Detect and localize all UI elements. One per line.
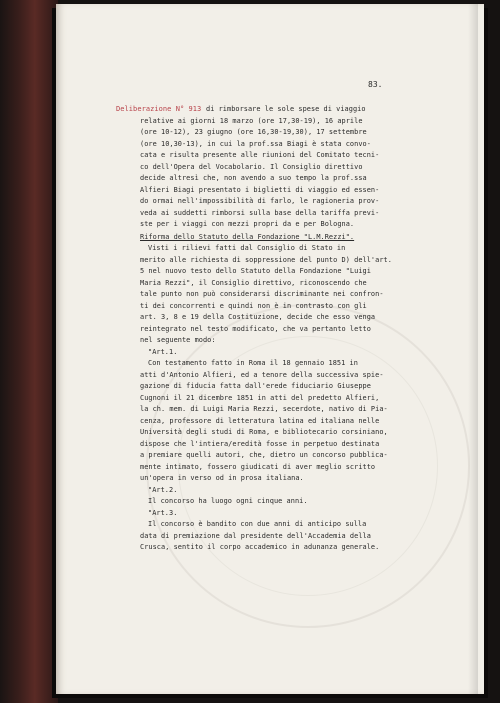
- article-line: dispose che l'intiera/eredità fosse in perpetuo destinata: [140, 439, 380, 448]
- article-line: mente intimato, fossero giudicati di aver meglio scritto: [140, 462, 376, 471]
- reform-line: nel seguente modo:: [140, 336, 216, 344]
- page-edge-shade: [468, 4, 478, 694]
- article-line: cenza, professore di letteratura latina ed italiana nelle: [140, 416, 380, 425]
- article-line: data di premiazione dal presidente dell'Accademia della: [140, 531, 371, 540]
- article-line: Il concorso ha luogo ogni cinque anni.: [148, 497, 308, 505]
- article-line: Con testamento fatto in Roma il 18 gennaio 1851 in: [148, 359, 358, 367]
- reform-line: Visti i rilievi fatti dal Consiglio di Stato in: [148, 244, 346, 252]
- reform-heading: Riforma dello Statuto della Fondazione "L.M.Rezzi".: [140, 232, 355, 241]
- article-3-label: "Art.3.: [148, 508, 178, 517]
- reform-line: tale punto non può considerarsi discriminante nei confron-: [140, 290, 384, 298]
- deliberation-block: [118, 104, 452, 231]
- deliberation-label: Deliberazione N° 913: [116, 105, 202, 113]
- reform-line: 5 nel nuovo testo dello Statuto della Fondazione "Luigi: [140, 267, 371, 275]
- article-line: a premiare quelli autori, che, dietro un concorso pubblica-: [140, 451, 388, 459]
- article-line: un'opera in verso od in prosa italiana.: [140, 474, 304, 482]
- reform-block: [118, 243, 452, 347]
- deliberation-line: Deliberazione N° 913 di rimborsare le sole spese di viaggio: [118, 104, 452, 116]
- article-2-label: "Art.2.: [148, 485, 178, 494]
- article-line: Università degli studi di Roma, e bibliotecario corsiniano,: [140, 428, 388, 436]
- deliberation-line: Alfieri Biagi presentato i biglietti di viaggio ed essen-: [140, 185, 380, 194]
- deliberation-line: relative ai giorni 18 marzo (ore 17,30-19), 16 aprile: [140, 116, 363, 125]
- deliberation-line: co dell'Opera del Vocabolario. Il Consiglio direttivo: [140, 162, 363, 171]
- reform-line: art. 3, 8 e 19 della Costituzione, decide che esso venga: [140, 313, 376, 321]
- reform-line: Maria Rezzi", il Consiglio direttivo, riconoscendo che: [140, 278, 367, 287]
- book-binding: [0, 0, 58, 703]
- document-body: [118, 104, 452, 554]
- article-line: gazione di fiducia fatta dall'erede fiduciario Giuseppe: [140, 382, 371, 390]
- article-line: Il concorso è bandito con due anni di anticipo sulla: [148, 520, 367, 528]
- deliberation-line: decide altresì che, non avendo a suo tempo la prof.ssa: [140, 174, 367, 182]
- reform-line: ti dei concorrenti e quindi non è in contrasto con gli: [140, 301, 367, 310]
- article-line: Crusca, sentito il corpo accademico in adunanza generale.: [140, 543, 380, 551]
- article-1-block: [118, 358, 452, 485]
- deliberation-line: veda ai suddetti rimborsi sulla base della tariffa previ-: [140, 208, 380, 217]
- deliberation-line: (ore 10-12), 23 giugno (ore 16,30-19,30), 17 settembre: [140, 128, 367, 136]
- deliberation-line: (ore 10,30-13), in cui la prof.ssa Biagi è stata convo-: [140, 139, 371, 148]
- reform-line: merito alle richiesta di soppressione del punto D) dell'art.: [140, 255, 392, 264]
- article-line: Cugnoni il 21 dicembre 1851 in atti del predetto Alfieri,: [140, 393, 380, 402]
- deliberation-line: cata e risulta presente alle riunioni del Comitato tecni-: [140, 151, 380, 159]
- article-line: atti d'Antonio Alfieri, ed a tenore della successiva spie-: [140, 370, 384, 379]
- article-line: la ch. mem. di Luigi Maria Rezzi, secerdote, nativo di Pia-: [140, 405, 388, 413]
- page-number: 83.: [368, 80, 383, 89]
- deliberation-line: ste per i viaggi con mezzi propri da e per Bologna.: [140, 220, 355, 228]
- article-3-block: [118, 519, 452, 554]
- reform-line: reintegrato nel testo modificato, che va pertanto letto: [140, 324, 371, 333]
- article-1-label: "Art.1.: [148, 347, 178, 356]
- deliberation-line: do ormai nell'impossibilità di farlo, le ragioneria prov-: [140, 197, 380, 205]
